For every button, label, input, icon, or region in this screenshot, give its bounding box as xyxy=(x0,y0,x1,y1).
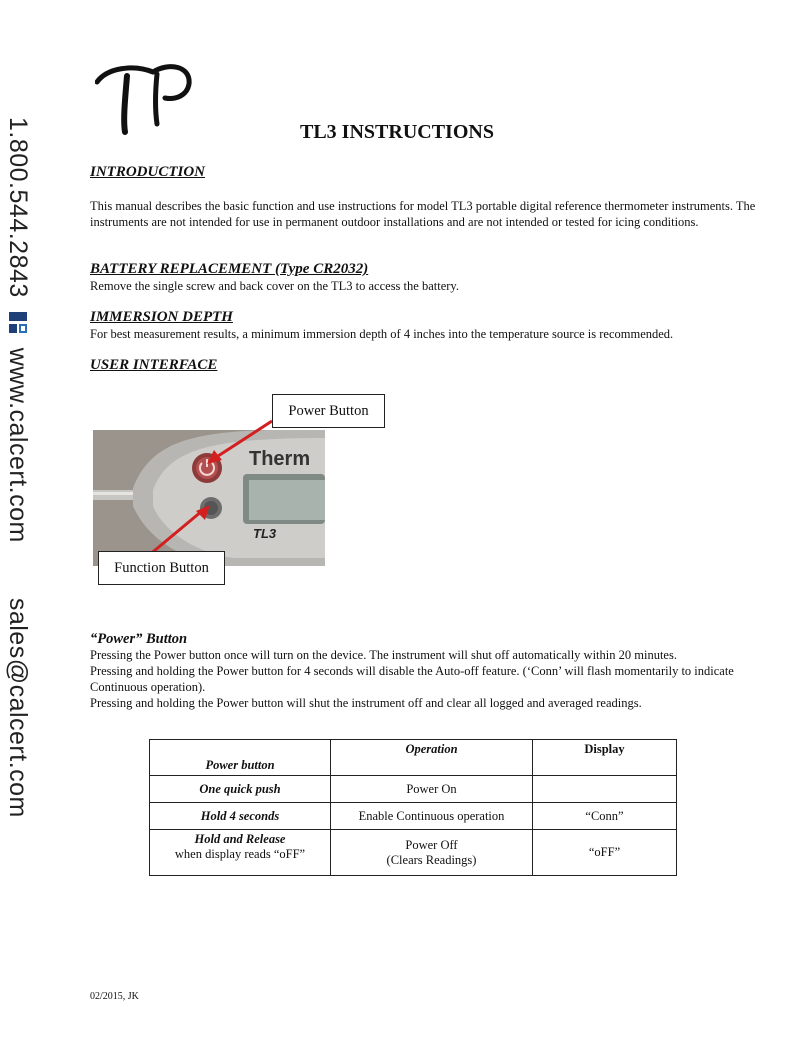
power-section-heading: “Power” Button xyxy=(90,631,188,647)
function-button-callout: Function Button xyxy=(98,551,225,585)
row-action-sub: when display reads “oFF” xyxy=(174,847,306,861)
col-header-operation: Operation xyxy=(331,740,533,776)
device-model-label: TL3 xyxy=(253,526,277,541)
immersion-heading: IMMERSION DEPTH xyxy=(90,309,233,325)
power-button-callout: Power Button xyxy=(272,394,385,428)
row-operation: Power Off xyxy=(405,837,458,852)
row-action: Hold and Release xyxy=(194,832,286,846)
table-header-row xyxy=(150,740,677,776)
introduction-text: This manual describes the basic function and use instructions for model TL3 portable digital reference thermometer instruments. The instruments are not intended for use in permanent outdoor installations and are not intended or tested for icing conditions. xyxy=(90,199,756,229)
row-display xyxy=(533,776,677,803)
user-interface-heading: USER INTERFACE xyxy=(90,357,218,373)
battery-text: Remove the single screw and back cover on the TL3 to access the battery. xyxy=(90,279,459,293)
table-row xyxy=(150,803,677,830)
row-display: “oFF” xyxy=(533,830,677,876)
phone-number: 1.800.544.2843 xyxy=(4,117,33,298)
row-operation-cell xyxy=(331,830,533,876)
table-row xyxy=(150,830,677,876)
row-operation: Enable Continuous operation xyxy=(331,803,533,830)
page-title: TL3 INSTRUCTIONS xyxy=(300,121,494,143)
row-action-cell xyxy=(150,830,331,876)
col-header-power-button: Power button xyxy=(150,740,331,776)
row-display: “Conn” xyxy=(533,803,677,830)
power-section-text xyxy=(90,647,792,711)
power-line-3: Pressing and holding the Power button will shut the instrument off and clear all logged and averaged readings. xyxy=(90,696,642,710)
device-brand-label: Therm xyxy=(249,448,311,470)
power-line-2: Pressing and holding the Power button for 4 seconds will disable the Auto-off feature. (‘Conn’ will flash momentarily to indicate Continuous operation). xyxy=(90,664,734,694)
row-operation: Power On xyxy=(331,776,533,803)
col-header-display: Display xyxy=(533,740,677,776)
power-operations-table xyxy=(149,739,677,876)
row-action: Hold 4 seconds xyxy=(150,803,331,830)
email-link[interactable]: sales@calcert.com xyxy=(4,597,33,818)
immersion-text: For best measurement results, a minimum immersion depth of 4 inches into the temperature source is recommended. xyxy=(90,327,674,341)
battery-heading: BATTERY REPLACEMENT (Type CR2032) xyxy=(90,261,369,277)
power-line-1: Pressing the Power button once will turn on the device. The instrument will shut off automatically within 20 minutes. xyxy=(90,648,677,662)
row-action: One quick push xyxy=(150,776,331,803)
website-link[interactable]: www.calcert.com xyxy=(4,347,33,543)
table-row xyxy=(150,776,677,803)
introduction-heading: INTRODUCTION xyxy=(90,164,206,180)
footer-date: 02/2015, JK xyxy=(90,991,139,1002)
row-operation-sub: (Clears Readings) xyxy=(386,852,477,867)
